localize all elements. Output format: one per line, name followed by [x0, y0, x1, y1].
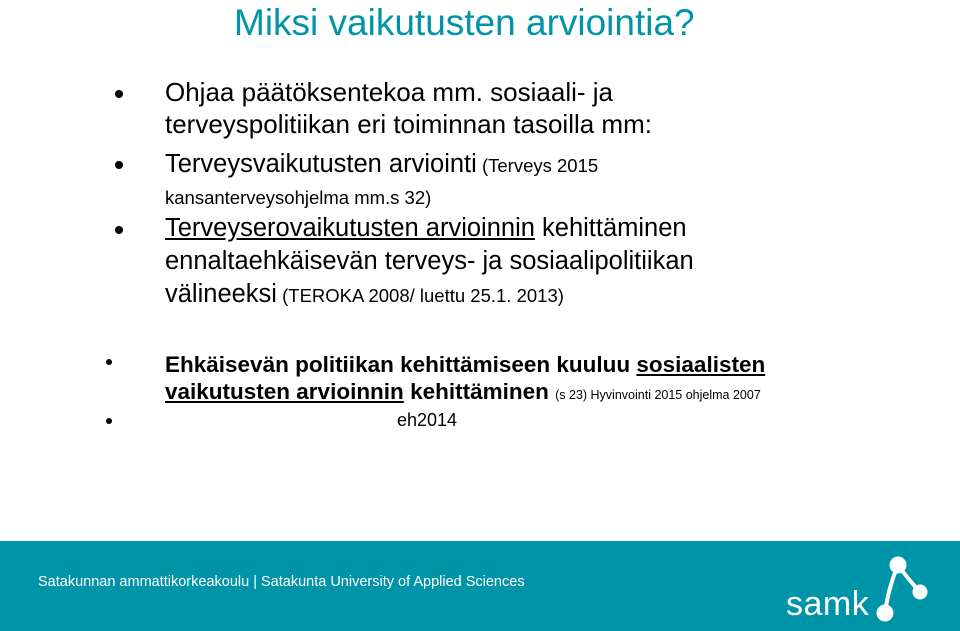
samk-logo: [786, 551, 936, 626]
bullet-4-reference: (s 23) Hyvinvointi 2015 ohjelma 2007: [555, 388, 761, 402]
bullet-item-4: [165, 351, 765, 409]
logo-dots-icon: [786, 551, 936, 626]
bullet-item-5: eh2014: [397, 410, 458, 430]
footer-bar: [0, 541, 960, 631]
bullet-2-line-2: kansanterveysohjelma mm.s 32): [165, 187, 432, 208]
bullet-4-text-2: kehittäminen: [403, 379, 556, 404]
bullet-3-reference: (TEROKA 2008/ luettu 25.1. 2013): [276, 285, 564, 306]
bullet-1-line-1: Ohjaa päätöksentekoa mm. sosiaali- ja: [165, 77, 614, 107]
footer-text: Satakunnan ammattikorkeakoulu | Satakunta University of Applied Sciences: [38, 574, 525, 590]
bullet-2-main: Terveysvaikutusten arviointi: [165, 150, 477, 178]
bullet-3-rest: kehittäminen: [534, 214, 687, 242]
logo-text: samk: [786, 585, 870, 623]
bullet-4-link-2[interactable]: vaikutusten arvioinnin: [165, 379, 404, 404]
slide-title: Miksi vaikutusten arviointia?: [234, 2, 695, 43]
bullet-4-text-1: Ehkäisevän politiikan kehittämiseen kuuluu: [165, 352, 637, 377]
bullet-marker: [106, 359, 112, 365]
bullet-3-link[interactable]: Terveyserovaikutusten arvioinnin: [165, 214, 535, 242]
bullet-marker: [115, 90, 123, 98]
bullet-3-line-2: ennaltaehkäisevän terveys- ja sosiaalipolitiikan: [165, 247, 694, 275]
bullet-item-3: [165, 212, 694, 314]
bullet-marker: [106, 418, 112, 424]
bullet-item-1: [165, 76, 652, 140]
bullet-1-line-2: terveyspolitiikan eri toiminnan tasoilla mm:: [165, 109, 652, 139]
bullet-marker: [115, 161, 123, 169]
bullet-item-2: [165, 149, 598, 213]
bullet-4-link-1[interactable]: sosiaalisten: [636, 352, 766, 377]
bullet-marker: [115, 226, 123, 234]
bullet-3-line-3-main: välineeksi: [165, 280, 277, 308]
bullet-2-reference: (Terveys 2015: [476, 155, 599, 176]
